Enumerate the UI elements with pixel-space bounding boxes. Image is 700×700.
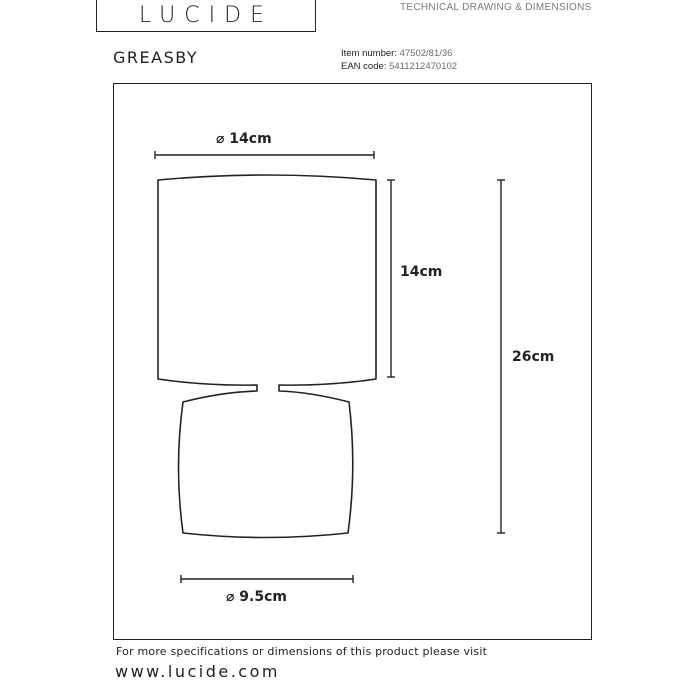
ean-code-value: 5411212470102 — [389, 61, 458, 72]
ean-code-label: EAN code: — [341, 61, 387, 72]
shade-height-label: 14cm — [400, 264, 443, 280]
header-caption: TECHNICAL DRAWING & DIMENSIONS — [400, 2, 592, 13]
product-name: GREASBY — [113, 48, 199, 67]
shade-diameter-label: ⌀ 14cm — [216, 131, 272, 147]
shade-diameter-dimension-line — [155, 151, 374, 159]
base-diameter-dimension-line — [181, 575, 353, 583]
item-number-label: Item number: — [341, 48, 397, 59]
footer-text: For more specifications or dimensions of this product please visit — [116, 645, 488, 658]
brand-logo-text: LUCIDE — [139, 3, 273, 28]
total-height-dimension-line — [497, 180, 505, 533]
shade-height-dimension-line — [387, 180, 395, 377]
total-height-label: 26cm — [512, 349, 555, 365]
item-number-value: 47502/81/36 — [399, 48, 453, 59]
base-diameter-label: ⌀ 9.5cm — [226, 589, 287, 605]
footer-url-link[interactable]: www.lucide.com — [115, 662, 280, 681]
lamp-outline — [158, 175, 376, 538]
